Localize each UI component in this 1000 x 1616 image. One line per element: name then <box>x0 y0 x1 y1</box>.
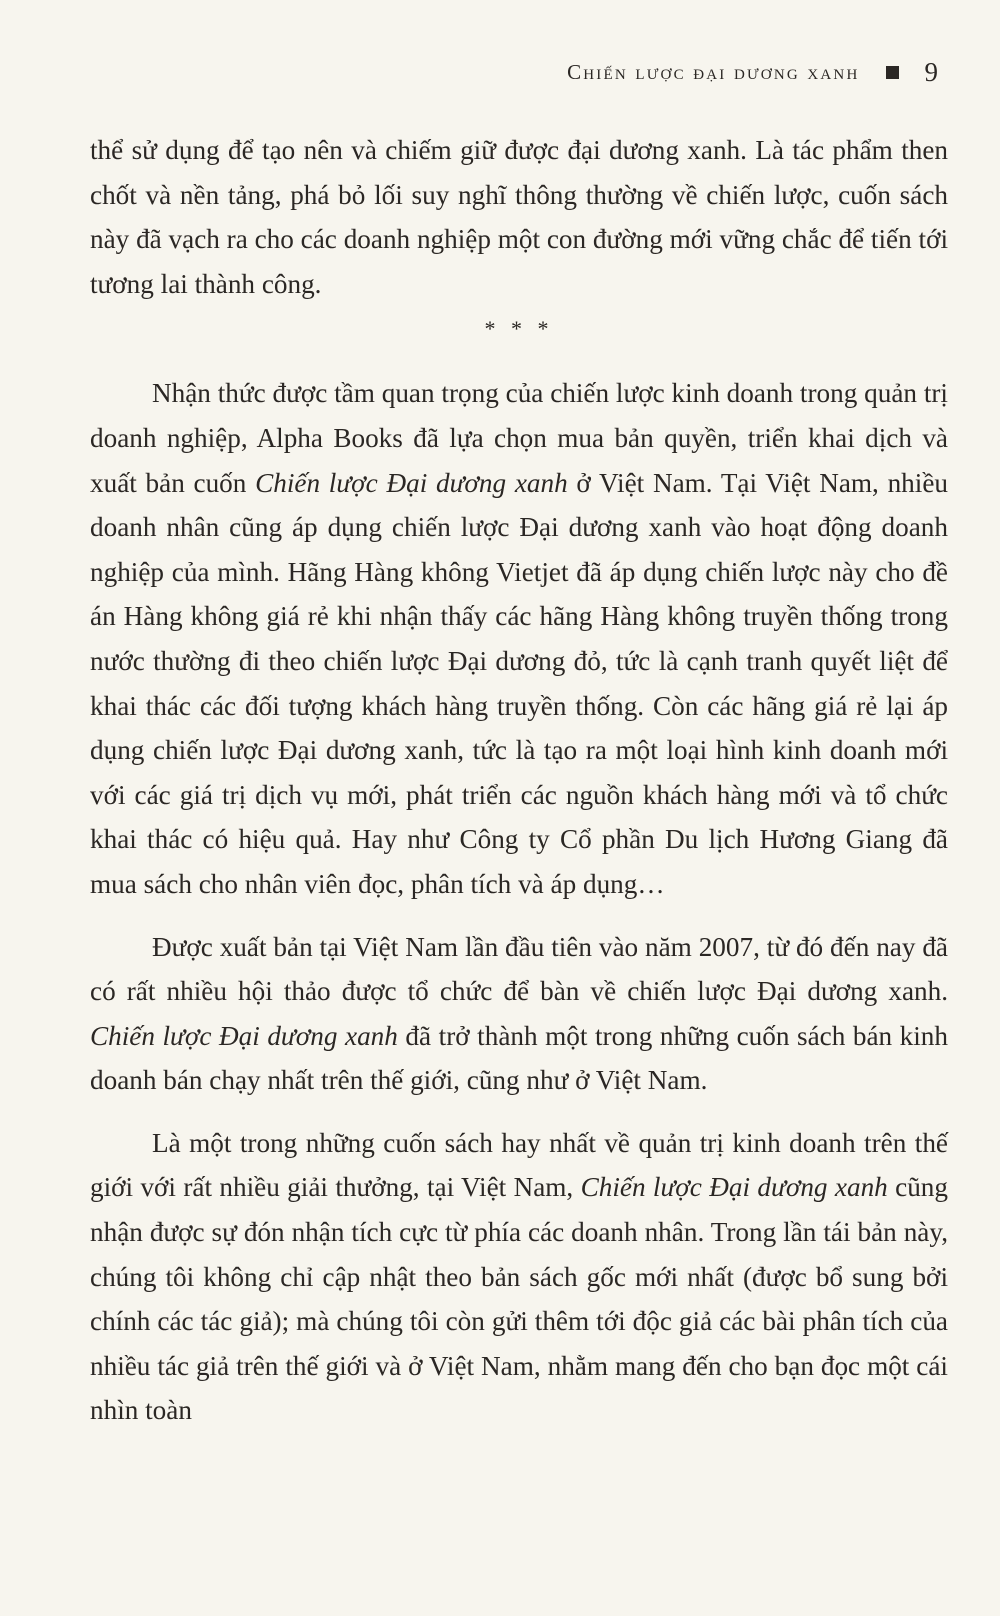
paragraph-text: Nhận thức được tầm quan trọng của chiến lược kinh doanh trong quản trị doanh nghiệp, Alpha Books đã lựa chọn mua bản quyền, triển khai dịch và xuất bản cuốn <box>90 378 948 498</box>
running-header <box>567 54 938 90</box>
paragraph-reprint <box>90 1121 948 1433</box>
paragraph-alpha-books <box>90 371 948 906</box>
paragraph-text: cũng nhận được sự đón nhận tích cực từ phía các doanh nhân. Trong lần tái bản này, chúng tôi không chỉ cập nhật theo bản sách gốc mới nhất (được bổ sung bởi chính các tác giả); mà chúng tôi còn gửi thêm tới độc giả các bài phân tích của nhiều tác giả trên thế giới và ở Việt Nam, nhằm mang đến cho bạn đọc một cái nhìn toàn <box>90 1172 948 1426</box>
book-title-italic: Chiến lược Đại dương xanh <box>255 467 568 498</box>
book-title-italic: Chiến lược Đại dương xanh <box>580 1172 888 1203</box>
body-text <box>90 128 948 1433</box>
paragraph-continuation: thể sử dụng để tạo nên và chiếm giữ được đại dương xanh. Là tác phẩm then chốt và nền tảng, phá bỏ lối suy nghĩ thông thường về chiến lược, cuốn sách này đã vạch ra cho các doanh nghiệp một con đường mới vững chắc để tiến tới tương lai thành công. <box>90 135 948 299</box>
page-number: 9 <box>924 56 938 87</box>
paragraph-text: Được xuất bản tại Việt Nam lần đầu tiên vào năm 2007, từ đó đến nay đã có rất nhiều hội thảo được tổ chức để bàn về chiến lược Đại dương xanh. <box>90 931 948 1007</box>
running-title: Chiến lược đại dương xanh <box>567 59 860 84</box>
book-title-italic: Chiến lược Đại dương xanh <box>90 1020 398 1051</box>
section-separator: * * * <box>484 316 554 342</box>
paragraph-text: Là một trong những cuốn sách hay nhất về quản trị kinh doanh trên thế giới với rất nhiều giải thưởng, tại Việt Nam, <box>90 1127 948 1203</box>
paragraph-publication <box>90 925 948 1103</box>
paragraph-text: đã trở thành một trong những cuốn sách bán kinh doanh bán chạy nhất trên thế giới, cũng như ở Việt Nam. <box>90 1020 948 1096</box>
square-bullet-icon <box>886 66 899 79</box>
paragraph-text: ở Việt Nam. Tại Việt Nam, nhiều doanh nhân cũng áp dụng chiến lược Đại dương xanh vào hoạt động doanh nghiệp của mình. Hãng Hàng không Vietjet đã áp dụng chiến lược này cho đề án Hàng không giá rẻ khi nhận thấy các hãng Hàng không truyền thống trong nước thường đi theo chiến lược Đại dương đỏ, tức là cạnh tranh quyết liệt để khai thác các đối tượng khách hàng truyền thống. Còn các hãng giá rẻ lại áp dụng chiến lược Đại dương xanh, tức là tạo ra một loại hình kinh doanh mới với các giá trị dịch vụ mới, phát triển các nguồn khách hàng mới và tổ chức khai thác có hiệu quả. Hay như Công ty Cổ phần Du lịch Hương Giang đã mua sách cho nhân viên đọc, phân tích và áp dụng… <box>90 467 948 899</box>
